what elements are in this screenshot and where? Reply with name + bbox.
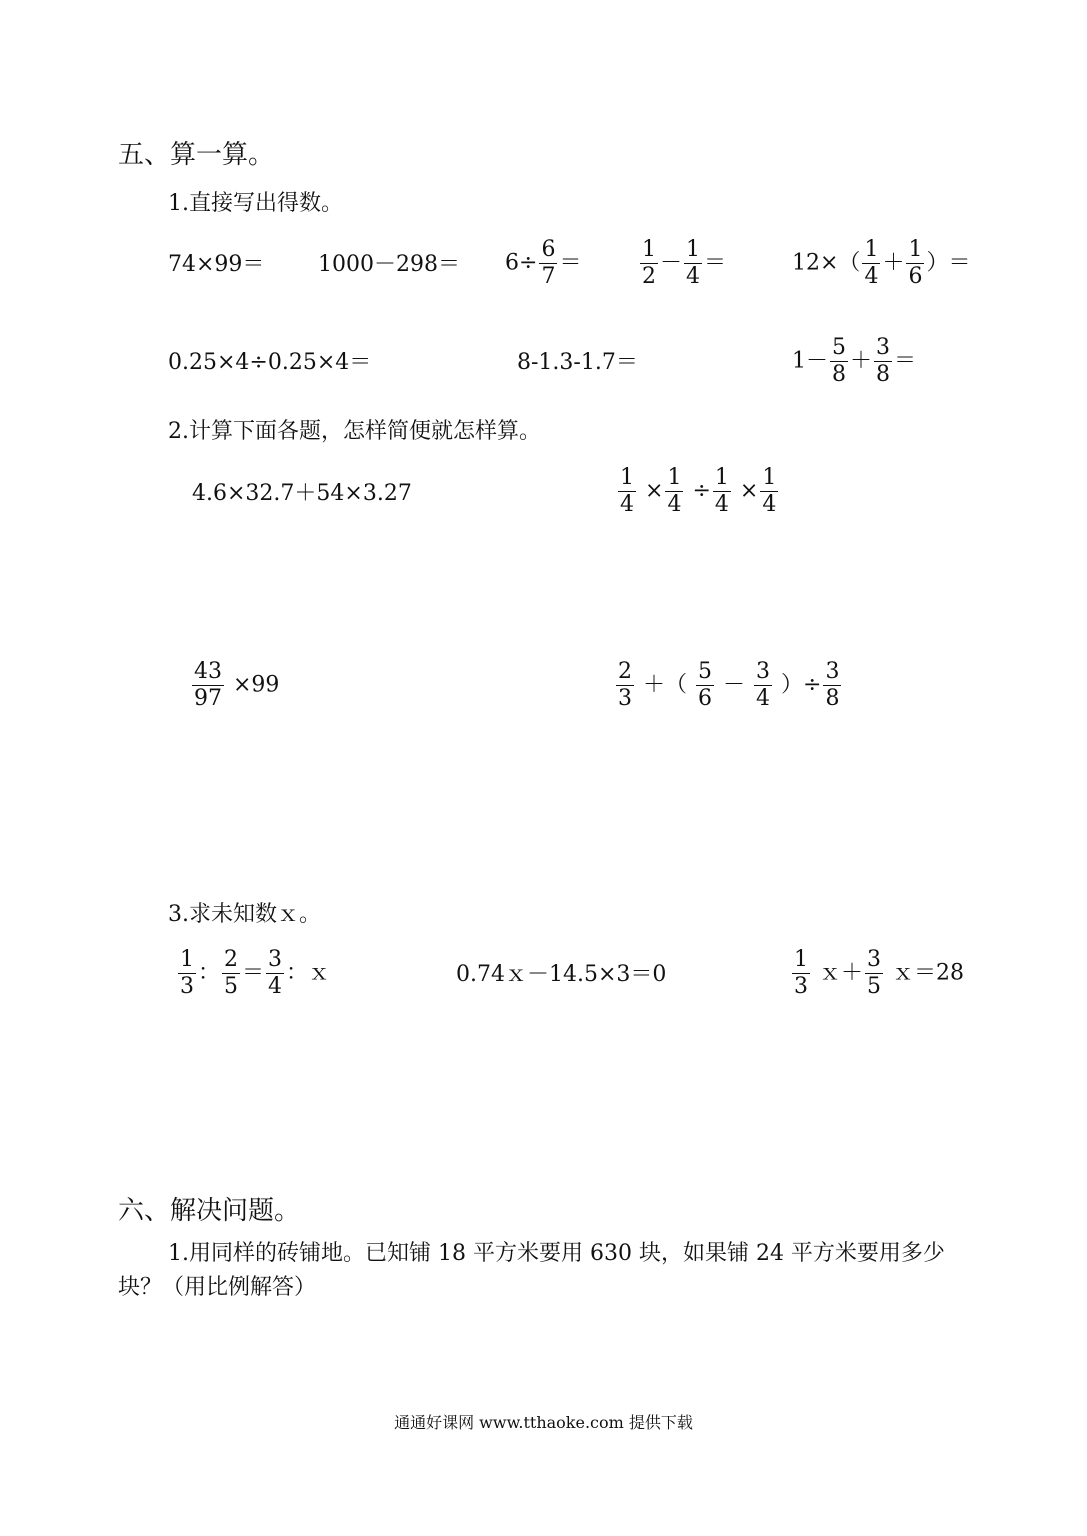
q2-expr-4: $\frac{2}{3}$ ＋（ $\frac{5}{6}$ － $\frac{3}{4}$ ）÷ $\frac{3}{8}$ <box>618 659 840 711</box>
q3-expr-3: $\frac{1}{3}$ ｘ＋ $\frac{3}{5}$ ｘ＝28 <box>794 947 965 999</box>
q2-expr-3: $\frac{43}{97}$ ×99 <box>194 659 280 711</box>
q1-expr-4: $\frac{1}{2}$ － $\frac{1}{4}$ ＝ <box>642 237 727 289</box>
q2-expr-2: $\frac{1}{4}$ × $\frac{1}{4}$ ÷ $\frac{1}{4}$ × $\frac{1}{4}$ <box>620 465 777 517</box>
section-5-title: 五、算一算。 <box>118 140 275 170</box>
q1-expr-8: 1－ $\frac{5}{8}$ ＋ $\frac{3}{8}$ ＝ <box>792 335 917 387</box>
q1-expr-5: 12×（ $\frac{1}{4}$ ＋ $\frac{1}{6}$ ）＝ <box>792 237 971 289</box>
q1-expr-3: 6÷ $\frac{6}{7}$ ＝ <box>505 237 582 289</box>
q2-expr-1: 4.6×32.7＋54×3.27 <box>192 481 412 506</box>
q3-label: 3.求未知数ｘ。 <box>168 902 321 927</box>
footer-text: 通通好课网 www.tthaoke.com 提供下载 <box>394 1413 693 1432</box>
q1-expr-7: 8-1.3-1.7＝ <box>517 350 638 375</box>
q1-expr-2: 1000－298＝ <box>318 252 460 277</box>
section-6-title: 六、解决问题。 <box>118 1196 301 1226</box>
q1-expr-1: 74×99＝ <box>168 252 265 277</box>
q3-expr-2: 0.74ｘ－14.5×3＝0 <box>456 962 667 987</box>
s6-q1-text: 1.用同样的砖铺地。已知铺 18 平方米要用 630 块，如果铺 24 平方米要用多少块？（用比例解答） <box>118 1241 945 1300</box>
q3-expr-1: $\frac{1}{3}$ ： $\frac{2}{5}$ ＝ $\frac{3}{4}$ ：ｘ <box>180 947 331 999</box>
q2-label: 2.计算下面各题，怎样简便就怎样算。 <box>168 419 541 444</box>
q1-expr-6: 0.25×4÷0.25×4＝ <box>168 350 372 375</box>
q1-label: 1.直接写出得数。 <box>168 191 343 216</box>
